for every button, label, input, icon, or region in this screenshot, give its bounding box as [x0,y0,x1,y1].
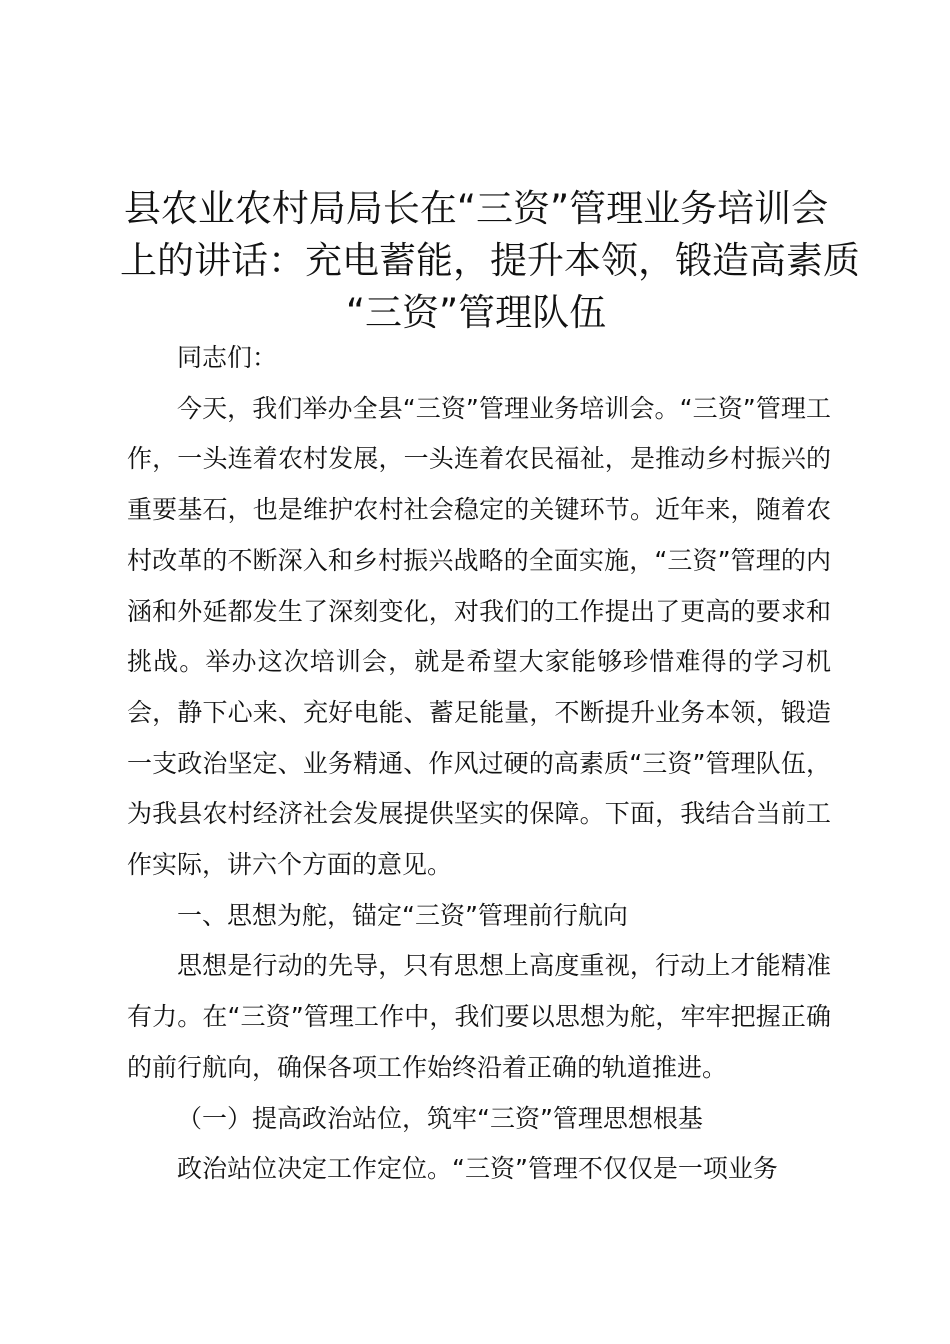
salutation: 同志们： [177,343,278,372]
subsection-heading-1: （一）提高政治站位，筑牢“三资”管理思想根基 [177,1103,703,1133]
document-title [120,183,860,339]
title-line-2: 上的讲话：充电蓄能，提升本领，锻造高素质 [120,239,860,282]
section-heading-1: 一、思想为舵，锚定“三资”管理前行航向 [177,900,628,930]
intro-paragraph: 今天，我们举办全县“三资”管理业务培训会。“三资”管理工作，一头连着农村发展，一头连着农民福祉，是推动乡村振兴的重要基石，也是维护农村社会稳定的关键环节。近年来，随着农村改革的不断深入和乡村振兴战略的全面实施，“三资”管理的内涵和外延都发生了深刻变化，对我们的工作提出了更高的要求和挑战。举办这次培训会，就是希望大家能够珍惜难得的学习机会，静下心来、充好电能、蓄足能量，不断提升业务本领，锻造一支政治坚定、业务精通、作风过硬的高素质“三资”管理队伍，为我县农村经济社会发展提供坚实的保障。下面，我结合当前工作实际，讲六个方面的意见。 [127,393,831,880]
title-line-1: 县农业农村局局长在“三资”管理业务培训会 [123,187,829,230]
subsection-paragraph-1: 政治站位决定工作定位。“三资”管理不仅仅是一项业务 [177,1154,778,1184]
title-line-3: “三资”管理队伍 [345,291,607,334]
document-body [127,333,831,1195]
section-paragraph-1: 思想是行动的先导，只有思想上高度重视，行动上才能精准有力。在“三资”管理工作中，我们要以思想为舵，牢牢把握正确的前行航向，确保各项工作始终沿着正确的轨道推进。 [127,951,831,1082]
